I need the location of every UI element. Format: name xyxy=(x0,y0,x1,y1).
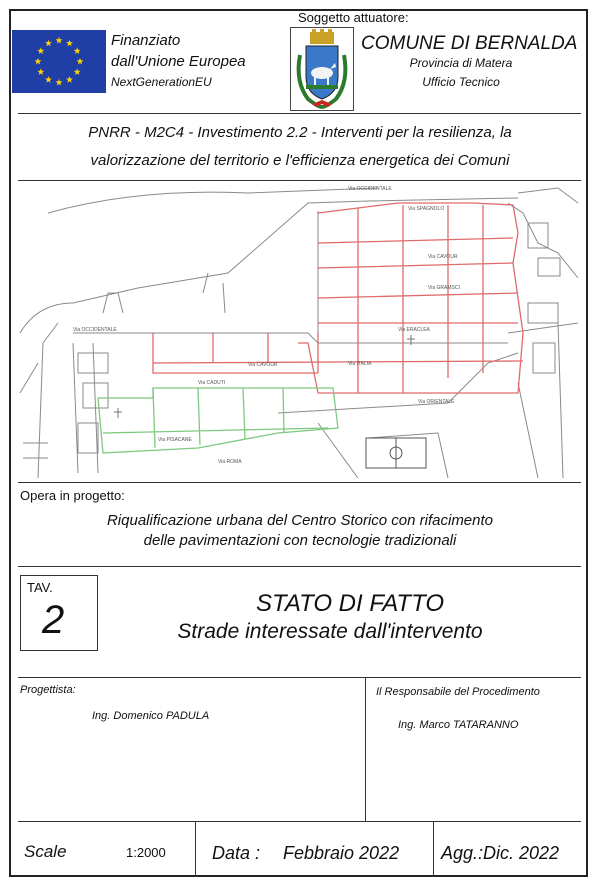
tav-title1: STATO DI FATTO xyxy=(255,590,444,617)
responsabile-label: Il Responsabile del Procedimento xyxy=(376,686,540,698)
map-street-label: Via ROMA xyxy=(218,459,242,465)
tav-label: TAV. xyxy=(27,580,53,595)
tav-title2: Strade interessate dall'intervento xyxy=(177,620,483,643)
progettista-label: Progettista: xyxy=(20,684,76,696)
site-map xyxy=(18,183,582,478)
progettista-name: Ing. Domenico PADULA xyxy=(92,710,210,722)
data-value: Febbraio 2022 xyxy=(283,843,400,863)
map-street-label: Via PISACANE xyxy=(158,437,192,443)
provincia-text: Provincia di Matera xyxy=(409,56,513,70)
tav-number: 2 xyxy=(42,598,65,642)
divider xyxy=(18,821,581,822)
map-street-label: Via CAVOUR xyxy=(248,362,278,368)
data-label: Data : xyxy=(212,843,261,863)
eu-line2: dall'Unione Europea xyxy=(111,53,246,70)
program-line1: PNRR - M2C4 - Investimento 2.2 - Interventi per la resilienza, la xyxy=(88,124,512,141)
scale-label: Scale xyxy=(24,842,67,861)
divider-vertical xyxy=(365,677,366,821)
divider xyxy=(18,113,581,114)
map-street-label: Via OCCIDENTALE xyxy=(348,186,392,192)
divider xyxy=(18,180,581,181)
opera-line2: delle pavimentazioni con tecnologie tradizionali xyxy=(143,532,457,549)
responsabile-name: Ing. Marco TATARANNO xyxy=(398,719,519,731)
eu-line1: Finanziato xyxy=(111,32,181,49)
map-street-label: Via CAVOUR xyxy=(428,254,458,260)
scale-value: 1:2000 xyxy=(126,845,166,860)
eu-line3: NextGenerationEU xyxy=(111,75,212,89)
comune-title: COMUNE DI BERNALDA xyxy=(361,33,578,54)
divider-vertical xyxy=(195,821,196,877)
opera-line1: Riqualificazione urbana del Centro Storico con rifacimento xyxy=(106,512,494,529)
divider xyxy=(18,566,581,567)
agg-value: Agg.:Dic. 2022 xyxy=(441,843,560,863)
eu-flag-icon xyxy=(12,30,106,93)
coat-of-arms-icon xyxy=(290,27,354,111)
map-street-label: Via ITALIA xyxy=(348,361,372,367)
map-street-label: Via OCCIDENTALE xyxy=(73,327,117,333)
program-line2: valorizzazione del territorio e l'efficienza energetica dei Comuni xyxy=(90,152,510,169)
map-street-label: Via CADUTI xyxy=(198,380,226,386)
soggetto-label: Soggetto attuatore: xyxy=(298,10,409,25)
map-street-label: Via GRAMSCI xyxy=(428,285,460,291)
divider xyxy=(18,482,581,483)
map-street-label: Via ORIENTALE xyxy=(418,399,455,405)
divider xyxy=(18,677,581,678)
map-street-label: Via ERACLEA xyxy=(398,327,430,333)
divider-vertical xyxy=(433,821,434,877)
opera-label: Opera in progetto: xyxy=(20,488,125,503)
ufficio-text: Ufficio Tecnico xyxy=(422,75,500,89)
map-street-label: Via SPAGNOLO xyxy=(408,206,445,212)
